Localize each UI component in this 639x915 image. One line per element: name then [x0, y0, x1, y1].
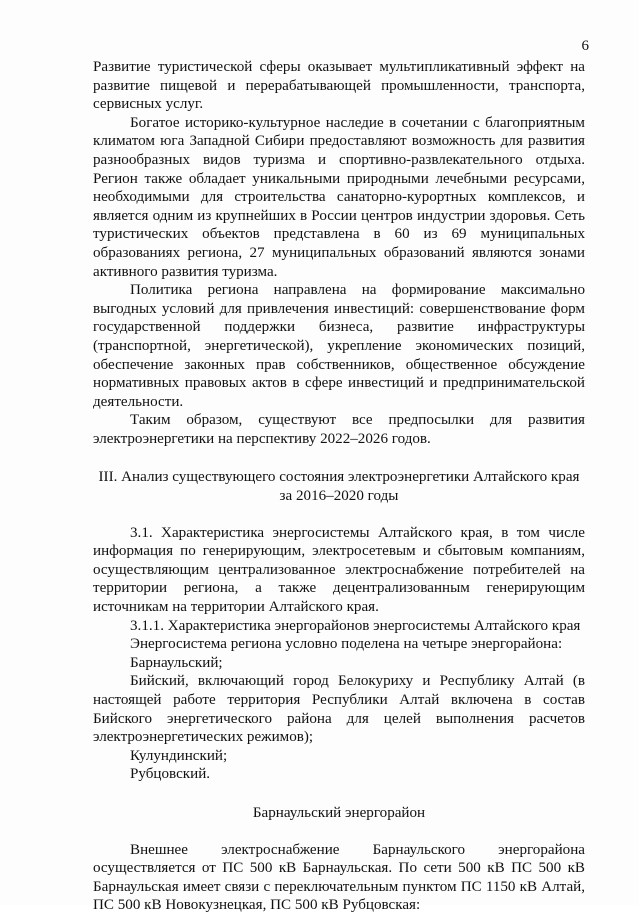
- paragraph-barnaul-supply: Внешнее электроснабжение Барнаульского энергорайона осуществляется от ПС 500 кВ Барнаульская. По сети 500 кВ ПС 500 кВ Барнаульская имеет связи с переключательным пунктом ПС 1150 кВ Алтай, ПС 500 кВ Новокузнецкая, ПС 500 кВ Рубцовская:: [93, 841, 585, 914]
- document-body: [93, 58, 585, 915]
- section-heading-line1: III. Анализ существующего состояния электроэнергетики Алтайского края: [98, 469, 580, 486]
- paragraph-investment-policy: Политика региона направлена на формирование максимально выгодных условий для привлечения инвестиций: совершенствование форм государственной поддержки бизнеса, развитие инфраструктуры (транспортной, энергетической), укрепление экономических позиций, обеспечение законных прав собственников, общественное обсуждение нормативных правовых актов в сфере инвестиций и предпринимательской деятельности.: [93, 282, 585, 410]
- page-number: 6: [581, 38, 589, 54]
- item-3-1: 3.1. Характеристика энергосистемы Алтайского края, в том числе информация по генерирующим, электросетевым и сбытовым компаниям, осуществляющим централизованное электроснабжение потребителей на территории региона, а также децентрализованным генерирующим источникам на территории Алтайского края.: [93, 524, 585, 616]
- energy-districts-intro: Энергосистема региона условно поделена на четыре энергорайона:: [130, 636, 563, 653]
- paragraph-cultural-heritage: Богатое историко-культурное наследие в сочетании с благоприятным климатом юга Западной Сибири предоставляют возможность для развития разнообразных видов туризма и спортивно-развлекательного отдыха. Регион также обладает уникальными природными лечебными ресурсами, необходимыми для строительства санаторно-курортных комплексов, и является одним из крупнейших в России центров индустрии здоровья. Сеть туристических объектов представлена в 60 из 69 муниципальных образованиях региона, 27 муниципальных образований являются зонами активного развития туризма.: [93, 114, 585, 280]
- district-item: Барнаульский;: [130, 654, 223, 671]
- item-3-1-1: 3.1.1. Характеристика энергорайонов энергосистемы Алтайского края: [130, 617, 581, 634]
- section-heading: [93, 468, 585, 505]
- subheading-barnaul: Барнаульский энергорайон: [252, 804, 426, 821]
- paragraph-tourism-effect: Развитие туристической сферы оказывает мультипликативный эффект на развитие пищевой и перерабатывающей промышленности, транспорта, сервисных услуг.: [93, 59, 585, 113]
- district-item: Кулундинский;: [130, 747, 228, 764]
- section-heading-line2: за 2016–2020 годы: [279, 488, 399, 505]
- district-item: Бийский, включающий город Белокуриху и Республику Алтай (в настоящей работе территория Республики Алтай включена в состав Бийского энергетического района для целей выполнения расчетов электроэнергетических режимов);: [93, 673, 585, 746]
- paragraph-conclusion: Таким образом, существуют все предпосылки для развития электроэнергетики на перспективу 2022–2026 годов.: [93, 412, 585, 447]
- district-item: Рубцовский.: [130, 766, 211, 783]
